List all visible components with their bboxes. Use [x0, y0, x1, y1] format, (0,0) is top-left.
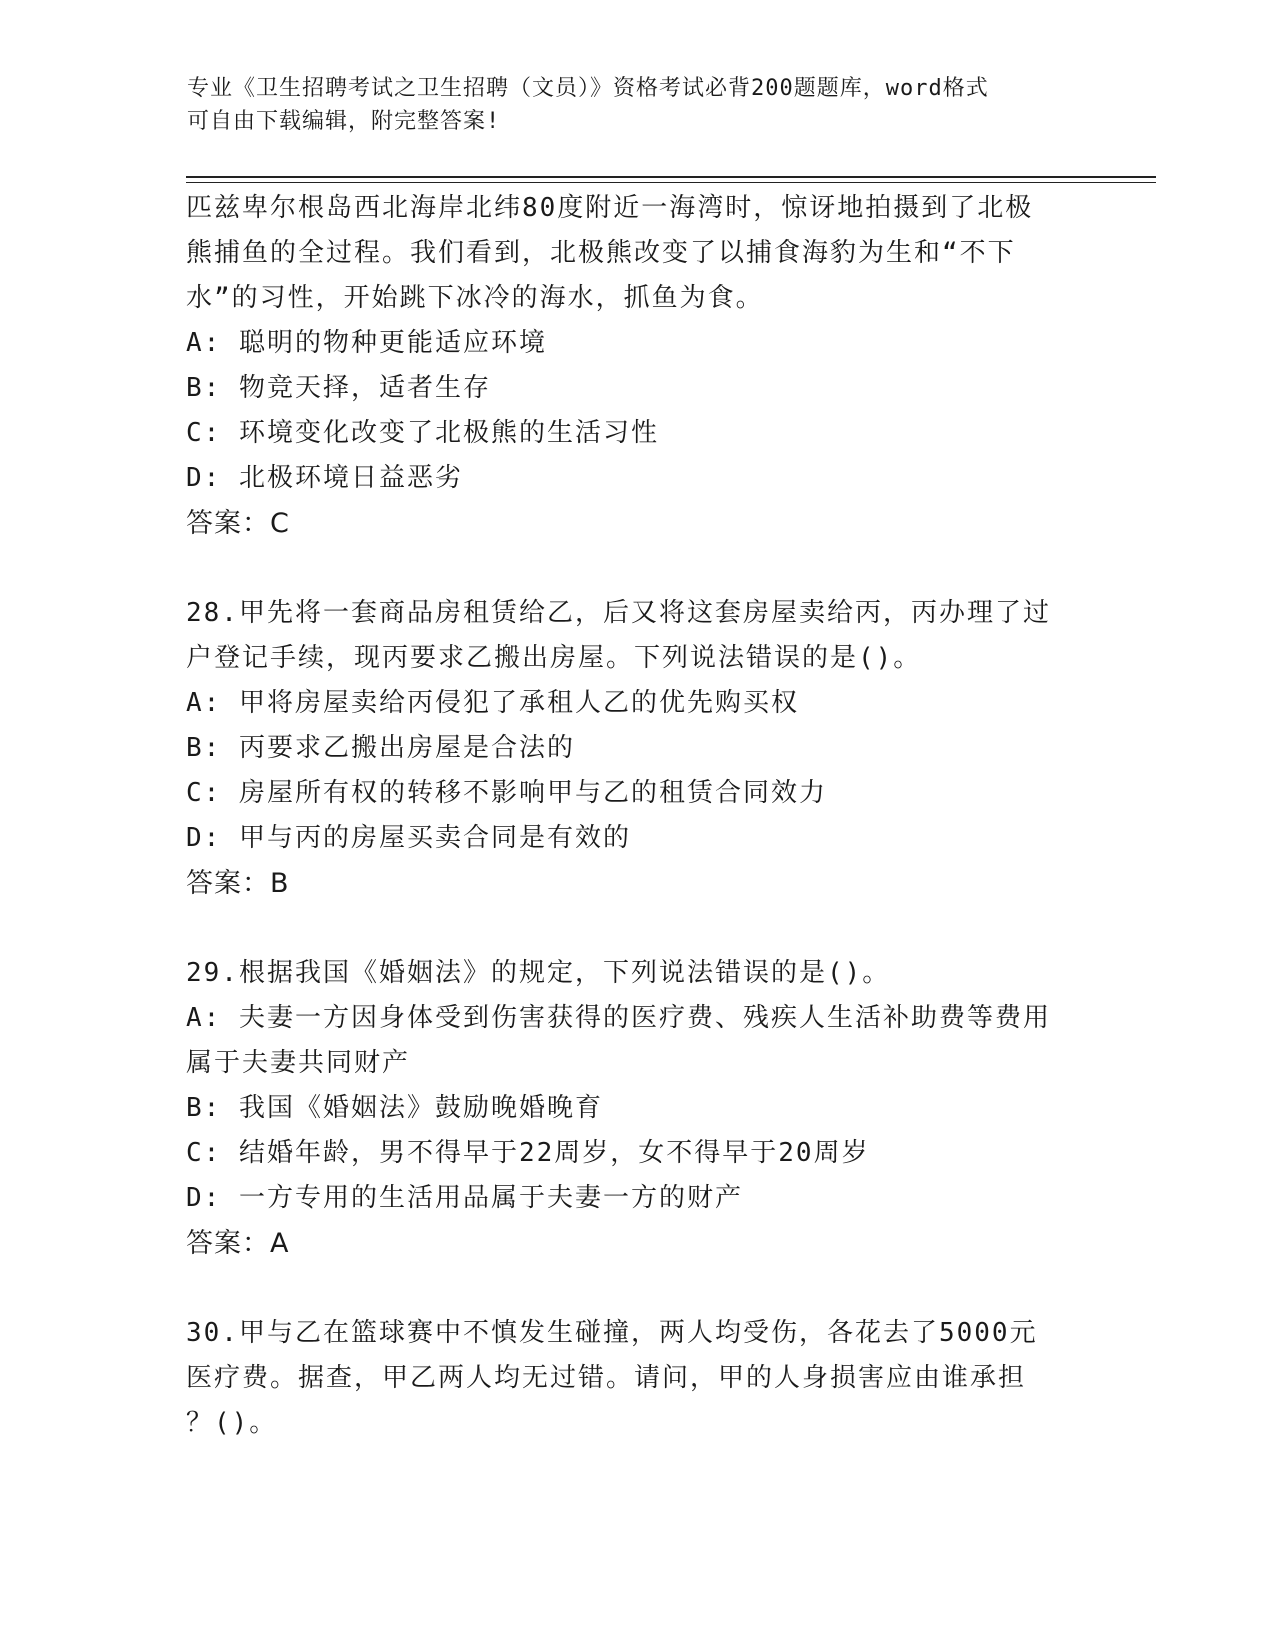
option-d: D: 一方专用的生活用品属于夫妻一方的财产	[186, 1183, 743, 1213]
option-b: B: 物竞天择，适者生存	[186, 373, 491, 403]
question-stem-line: 医疗费。据查，甲乙两人均无过错。请问，甲的人身损害应由谁承担	[186, 1363, 1027, 1393]
header-rule-thin	[186, 182, 1156, 183]
option-d: D: 甲与丙的房屋买卖合同是有效的	[186, 823, 631, 853]
option-b: B: 丙要求乙搬出房屋是合法的	[186, 733, 575, 763]
document-header	[187, 72, 1087, 138]
answer-label: 答案：A	[186, 1228, 290, 1259]
header-rule-thick	[186, 176, 1156, 178]
option-a: A: 夫妻一方因身体受到伤害获得的医疗费、残疾人生活补助费等费用	[186, 1003, 1051, 1033]
question-27	[186, 186, 1086, 546]
spacer	[186, 546, 1086, 591]
question-29	[186, 951, 1086, 1266]
question-stem-line: ？()。	[186, 1408, 278, 1438]
question-stem-line: 熊捕鱼的全过程。我们看到，北极熊改变了以捕食海豹为生和“不下	[186, 238, 1016, 268]
option-a: A: 甲将房屋卖给丙侵犯了承租人乙的优先购买权	[186, 688, 799, 718]
option-a-continued: 属于夫妻共同财产	[186, 1048, 411, 1078]
question-stem-line: 29.根据我国《婚姻法》的规定，下列说法错误的是()。	[186, 958, 891, 988]
spacer	[186, 906, 1086, 951]
option-d: D: 北极环境日益恶劣	[186, 463, 463, 493]
question-30	[186, 1311, 1086, 1446]
answer-label: 答案：C	[186, 508, 290, 539]
question-stem-line: 28.甲先将一套商品房租赁给乙，后又将这套房屋卖给丙，丙办理了过	[186, 598, 1051, 628]
option-c: C: 房屋所有权的转移不影响甲与乙的租赁合同效力	[186, 778, 827, 808]
question-28	[186, 591, 1086, 906]
question-stem-line: 匹兹卑尔根岛西北海岸北纬80度附近一海湾时，惊讶地拍摄到了北极	[186, 193, 1034, 223]
answer-label: 答案：B	[186, 868, 290, 899]
option-b: B: 我国《婚姻法》鼓励晚婚晚育	[186, 1093, 603, 1123]
option-a: A: 聪明的物种更能适应环境	[186, 328, 547, 358]
question-list	[186, 186, 1086, 1446]
question-stem-line: 户登记手续，现丙要求乙搬出房屋。下列说法错误的是()。	[186, 643, 922, 673]
header-title-line-1: 专业《卫生招聘考试之卫生招聘（文员）》资格考试必背200题题库，word格式	[187, 76, 989, 101]
question-stem-line: 水”的习性，开始跳下冰冷的海水，抓鱼为食。	[186, 283, 764, 313]
header-title-line-2: 可自由下载编辑，附完整答案!	[187, 109, 501, 134]
question-stem-line: 30.甲与乙在篮球赛中不慎发生碰撞，两人均受伤，各花去了5000元	[186, 1318, 1038, 1348]
option-c: C: 环境变化改变了北极熊的生活习性	[186, 418, 659, 448]
spacer	[186, 1266, 1086, 1311]
option-c: C: 结婚年龄，男不得早于22周岁，女不得早于20周岁	[186, 1138, 870, 1168]
